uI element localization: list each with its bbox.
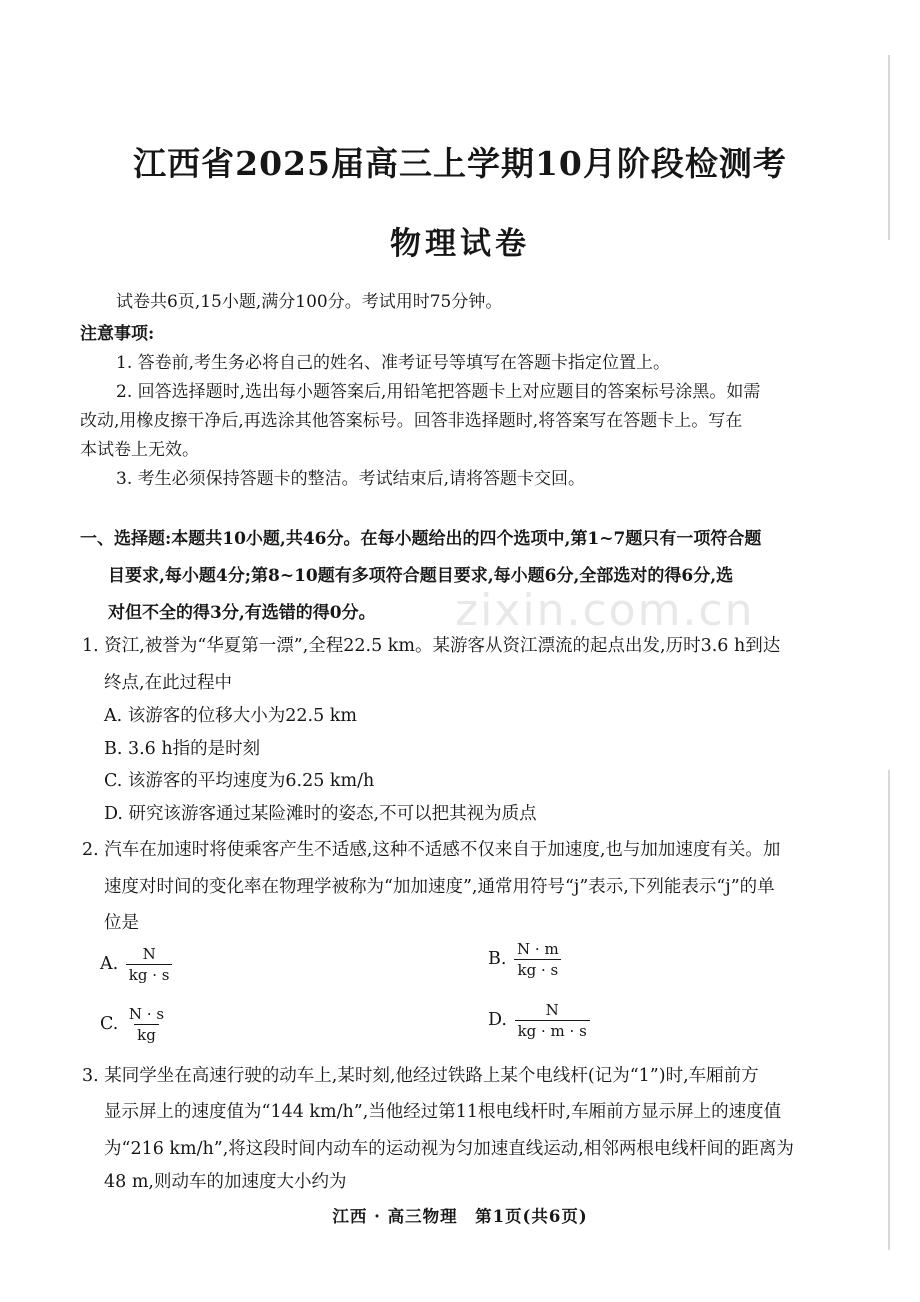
- question-2-option-a: [100, 945, 172, 984]
- question-1-option-d: D. 研究该游客通过某险滩时的姿态,不可以把其视为质点: [104, 804, 537, 824]
- question-3-stem: 为“216 km/h”,将这段时间内动车的运动视为匀加速直线运动,相邻两根电线杆间的距离为: [104, 1139, 794, 1159]
- option-label: D.: [488, 1010, 507, 1030]
- notice-line: 本试卷上无效。: [80, 440, 199, 460]
- exam-title: 江西省2025届高三上学期10月阶段检测考: [133, 144, 787, 183]
- notice-line: 3. 考生必须保持答题卡的整洁。考试结束后,请将答题卡交回。: [116, 469, 586, 489]
- question-2-option-b: [488, 940, 562, 979]
- question-1-stem: 1. 资江,被誉为“华夏第一漂”,全程22.5 km。某游客从资江漂流的起点出发,历时3.6 h到达: [82, 636, 781, 656]
- notice-line: 改动,用橡皮擦干净后,再选涂其他答案标号。回答非选择题时,将答案写在答题卡上。写在: [80, 411, 743, 431]
- option-label: C.: [100, 1014, 119, 1034]
- question-2-stem: 位是: [104, 913, 139, 933]
- fraction-denominator: kg · s: [126, 964, 173, 984]
- unit-fraction: [126, 945, 173, 984]
- fraction-numerator: N: [142, 945, 156, 963]
- notice-line: 2. 回答选择题时,选出每小题答案后,用铅笔把答题卡上对应题目的答案标号涂黑。如需: [116, 382, 761, 402]
- unit-fraction: [126, 1005, 167, 1044]
- question-2-option-d: [488, 1001, 590, 1040]
- question-2-option-c: [100, 1005, 167, 1044]
- question-3-stem: 48 m,则动车的加速度大小约为: [104, 1172, 347, 1192]
- exam-intro: 试卷共6页,15小题,满分100分。考试用时75分钟。: [116, 292, 503, 312]
- page-edge-line-bottom: [888, 770, 890, 1250]
- notice-line: 1. 答卷前,考生务必将自己的姓名、准考证号等填写在答题卡指定位置上。: [116, 353, 671, 373]
- question-1-option-a: A. 该游客的位移大小为22.5 km: [104, 706, 357, 726]
- unit-fraction: [514, 940, 562, 979]
- section-heading-line: 对但不全的得3分,有选错的得0分。: [108, 603, 376, 623]
- fraction-denominator: kg: [134, 1024, 159, 1044]
- question-3-stem: 3. 某同学坐在高速行驶的动车上,某时刻,他经过铁路上某个电线杆(记为“1”)时,车厢前方: [82, 1066, 759, 1086]
- question-1-option-c: C. 该游客的平均速度为6.25 km/h: [104, 771, 375, 791]
- unit-fraction: [515, 1001, 590, 1040]
- question-1-stem: 终点,在此过程中: [104, 673, 233, 693]
- section-heading: 一、选择题:本题共10小题,共46分。在每小题给出的四个选项中,第1~7题只有一项符合题: [80, 529, 762, 549]
- notice-heading: 注意事项:: [80, 324, 155, 344]
- page-footer: 江西 · 高三物理 第1页(共6页): [332, 1207, 588, 1226]
- fraction-denominator: kg · m · s: [515, 1020, 590, 1040]
- fraction-numerator: N · s: [128, 1005, 165, 1023]
- question-2-stem: 2. 汽车在加速时将使乘客产生不适感,这种不适感不仅来自于加速度,也与加加速度有关。加: [82, 840, 781, 860]
- watermark: zixin.com.cn: [455, 585, 755, 636]
- question-1-option-b: B. 3.6 h指的是时刻: [104, 739, 261, 759]
- exam-subtitle: 物理试卷: [390, 226, 530, 262]
- option-label: A.: [100, 954, 119, 974]
- fraction-numerator: N · m: [517, 940, 559, 958]
- option-label: B.: [488, 949, 507, 969]
- section-heading-line: 目要求,每小题4分;第8~10题有多项符合题目要求,每小题6分,全部选对的得6分,选: [108, 566, 734, 586]
- question-3-stem: 显示屏上的速度值为“144 km/h”,当他经过第11根电线杆时,车厢前方显示屏上的速度值: [104, 1102, 782, 1122]
- fraction-numerator: N: [545, 1001, 559, 1019]
- question-2-stem: 速度对时间的变化率在物理学被称为“加加速度”,通常用符号“j”表示,下列能表示“j”的单: [104, 877, 775, 897]
- fraction-denominator: kg · s: [514, 959, 561, 979]
